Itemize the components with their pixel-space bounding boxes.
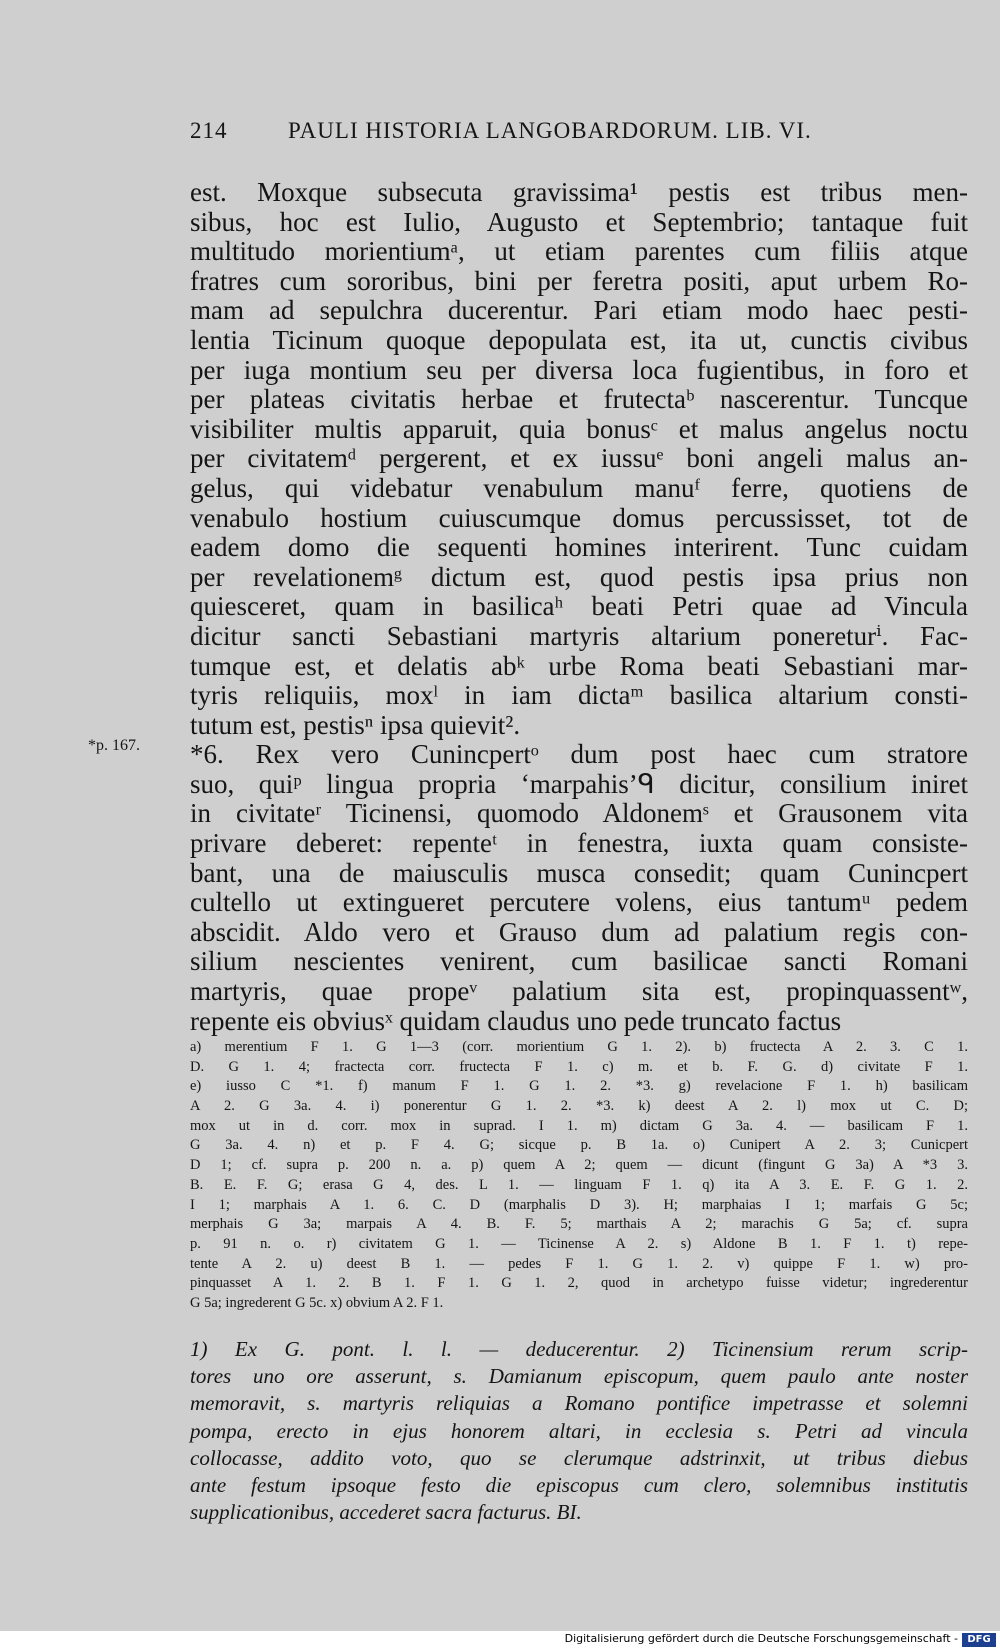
text-line: bant, una de maiusculis musca consedit; quam Cunincpert bbox=[190, 857, 968, 888]
apparatus-line: D 1; cf. supra p. 200 n. a. p) quem A 2; quem — dicunt (fingunt G 3a) A *3 3. bbox=[190, 1157, 968, 1174]
text-line: cultello ut extingueret percutere volens, eius tantumᵘ pedem bbox=[190, 887, 968, 918]
text-line: repente eis obviusˣ quidam claudus uno pede truncato factus bbox=[190, 1005, 842, 1036]
page-number: 214 bbox=[190, 118, 228, 143]
dfg-logo: DFG bbox=[962, 1633, 996, 1647]
text-line: per civitatemᵈ pergerent, et ex iussuᵉ boni angeli malus an- bbox=[190, 443, 968, 474]
apparatus-line: merphais G 3a; marpais A 4. B. F. 5; marthais A 2; marachis G 5a; cf. supra bbox=[190, 1216, 968, 1233]
footnote-line: tores uno ore asserunt, s. Damianum episcopum, quem paulo ante noster bbox=[190, 1364, 968, 1389]
footnote-line: memoravit, s. martyris reliquias a Romano pontifice impetrasse et solemni bbox=[190, 1391, 968, 1416]
funding-credit: Digitalisierung gefördert durch die Deutsche Forschungsgemeinschaft - bbox=[564, 1632, 958, 1645]
text-line: dicitur sancti Sebastiani martyris altarium ponereturⁱ. Fac- bbox=[190, 620, 968, 651]
footnotes bbox=[190, 1336, 968, 1526]
apparatus-line: G 5a; ingrederent G 5c. x) obvium A 2. F 1. bbox=[190, 1294, 444, 1311]
text-line: gelus, qui videbatur venabulum manuᶠ ferre, quotiens de bbox=[190, 472, 968, 503]
apparatus-line: A 2. G 3a. 4. i) ponerentur G 1. 2. *3. k) deest A 2. l) mox ut C. D; bbox=[190, 1098, 968, 1115]
text-line: sibus, hoc est Iulio, Augusto et Septembrio; tantaque fuit bbox=[190, 206, 968, 237]
text-line: venabulo hostium cuiuscumque domus percussisset, tot de bbox=[190, 502, 968, 533]
text-line: quiesceret, quam in basilicaʰ beati Petri quae ad Vincula bbox=[190, 591, 968, 622]
digitization-footer bbox=[0, 1631, 1000, 1649]
footnote-line: 1) Ex G. pont. l. l. — deducerentur. 2) Ticinensium rerum scrip- bbox=[190, 1337, 968, 1361]
text-line: privare deberet: repenteᵗ in fenestra, iuxta quam consiste- bbox=[190, 828, 968, 859]
apparatus-line: e) iusso C *1. f) manum F 1. G 1. 2. *3. g) revelacione F 1. h) basilicam bbox=[190, 1078, 968, 1095]
text-line: silium nescientes venirent, cum basilicae sancti Romani bbox=[190, 946, 968, 977]
text-line: mam ad sepulchra ducerentur. Pari etiam modo haec pesti- bbox=[190, 295, 968, 326]
text-line: est. Moxque subsecuta gravissima¹ pestis est tribus men- bbox=[190, 177, 968, 207]
text-line: per revelationemᵍ dictum est, quod pestis ipsa prius non bbox=[190, 561, 968, 592]
text-line: eadem domo die sequenti homines interirent. Tunc cuidam bbox=[190, 532, 968, 563]
apparatus-line: tente A 2. u) deest B 1. — pedes F 1. G 1. 2. v) quippe F 1. w) pro- bbox=[190, 1255, 968, 1272]
apparatus-line: pinquasset A 1. 2. B 1. F 1. G 1. 2, quod in archetypo fuisse videtur; ingrederentur bbox=[190, 1275, 968, 1292]
text-line: tutum est, pestisⁿ ipsa quievit². bbox=[190, 709, 521, 740]
text-line: per plateas civitatis herbae et frutectaᵇ nascerentur. Tuncque bbox=[190, 384, 968, 415]
text-line: fratres cum sororibus, bini per feretra positi, aput urbem Ro- bbox=[190, 265, 968, 296]
main-text bbox=[190, 178, 968, 1036]
text-line: lentia Ticinum quoque depopulata est, ita ut, cunctis civibus bbox=[190, 324, 968, 355]
text-line: in civitateʳ Ticinensi, quomodo Aldonemˢ et Grausonem vita bbox=[190, 798, 968, 829]
footnote-line: ante festum ipsoque festo die episcopus cum clero, solemnibus institutis bbox=[190, 1472, 968, 1497]
text-line: tumque est, et delatis abᵏ urbe Roma beati Sebastiani mar- bbox=[190, 650, 968, 681]
footnote-line: pompa, erecto in ejus honorem altari, in ecclesia s. Petri ad vincula bbox=[190, 1418, 968, 1443]
apparatus-line: G 3a. 4. n) et p. F 4. G; sicque p. B 1a. o) Cunipert A 2. 3; Cunicpert bbox=[190, 1137, 968, 1154]
apparatus-line: p. 91 n. o. r) civitatem G 1. — Ticinense A 2. s) Aldone B 1. F 1. t) repe- bbox=[190, 1235, 968, 1252]
text-line: visibiliter multis apparuit, quia bonusᶜ et malus angelus noctu bbox=[190, 413, 968, 444]
apparatus-line: B. E. F. G; erasa G 4, des. L 1. — linguam F 1. q) ita A 3. E. F. G 1. 2. bbox=[190, 1176, 968, 1193]
text-line: *6. Rex vero Cunincpertᵒ dum post haec cum stratore bbox=[190, 739, 968, 770]
running-title: PAULI HISTORIA LANGOBARDORUM. LIB. VI. bbox=[288, 118, 812, 143]
text-line: per iuga montium seu per diversa loca fugientibus, in foro et bbox=[190, 354, 968, 385]
margin-page-reference: *p. 167. bbox=[88, 737, 140, 754]
apparatus-line: D. G 1. 4; fractecta corr. fructecta F 1. c) m. et b. F. G. d) civitate F 1. bbox=[190, 1058, 968, 1075]
text-line: martyris, quae propeᵛ palatium sita est, propinquassentʷ, bbox=[190, 976, 968, 1007]
text-line: tyris reliquiis, moxˡ in iam dictaᵐ basilica altarium consti- bbox=[190, 680, 968, 711]
apparatus-line: a) merentium F 1. G 1—3 (corr. morientium G 1. 2). b) fructecta A 2. 3. C 1. bbox=[190, 1039, 968, 1055]
critical-apparatus bbox=[190, 1038, 968, 1314]
apparatus-line: mox ut in d. corr. mox in suprad. I 1. m) dictam G 3a. 4. — basilicam F 1. bbox=[190, 1117, 968, 1134]
apparatus-line: I 1; marphais A 1. 6. C. D (marphalis D 3). H; marphaias I 1; marfais G 5c; bbox=[190, 1196, 968, 1213]
text-line: suo, quiᵖ lingua propria ‘marpahis’ᑫ dicitur, consilium iniret bbox=[190, 768, 968, 799]
text-line: abscidit. Aldo vero et Grauso dum ad palatium regis con- bbox=[190, 916, 968, 947]
footnote-line: supplicationibus, accederet sacra facturus. BI. bbox=[190, 1500, 582, 1525]
text-line: multitudo morientiumᵃ, ut etiam parentes cum filiis atque bbox=[190, 236, 968, 267]
footnote-line: collocasse, addito voto, quo se clerumque adstrinxit, ut tribus diebus bbox=[190, 1445, 968, 1470]
